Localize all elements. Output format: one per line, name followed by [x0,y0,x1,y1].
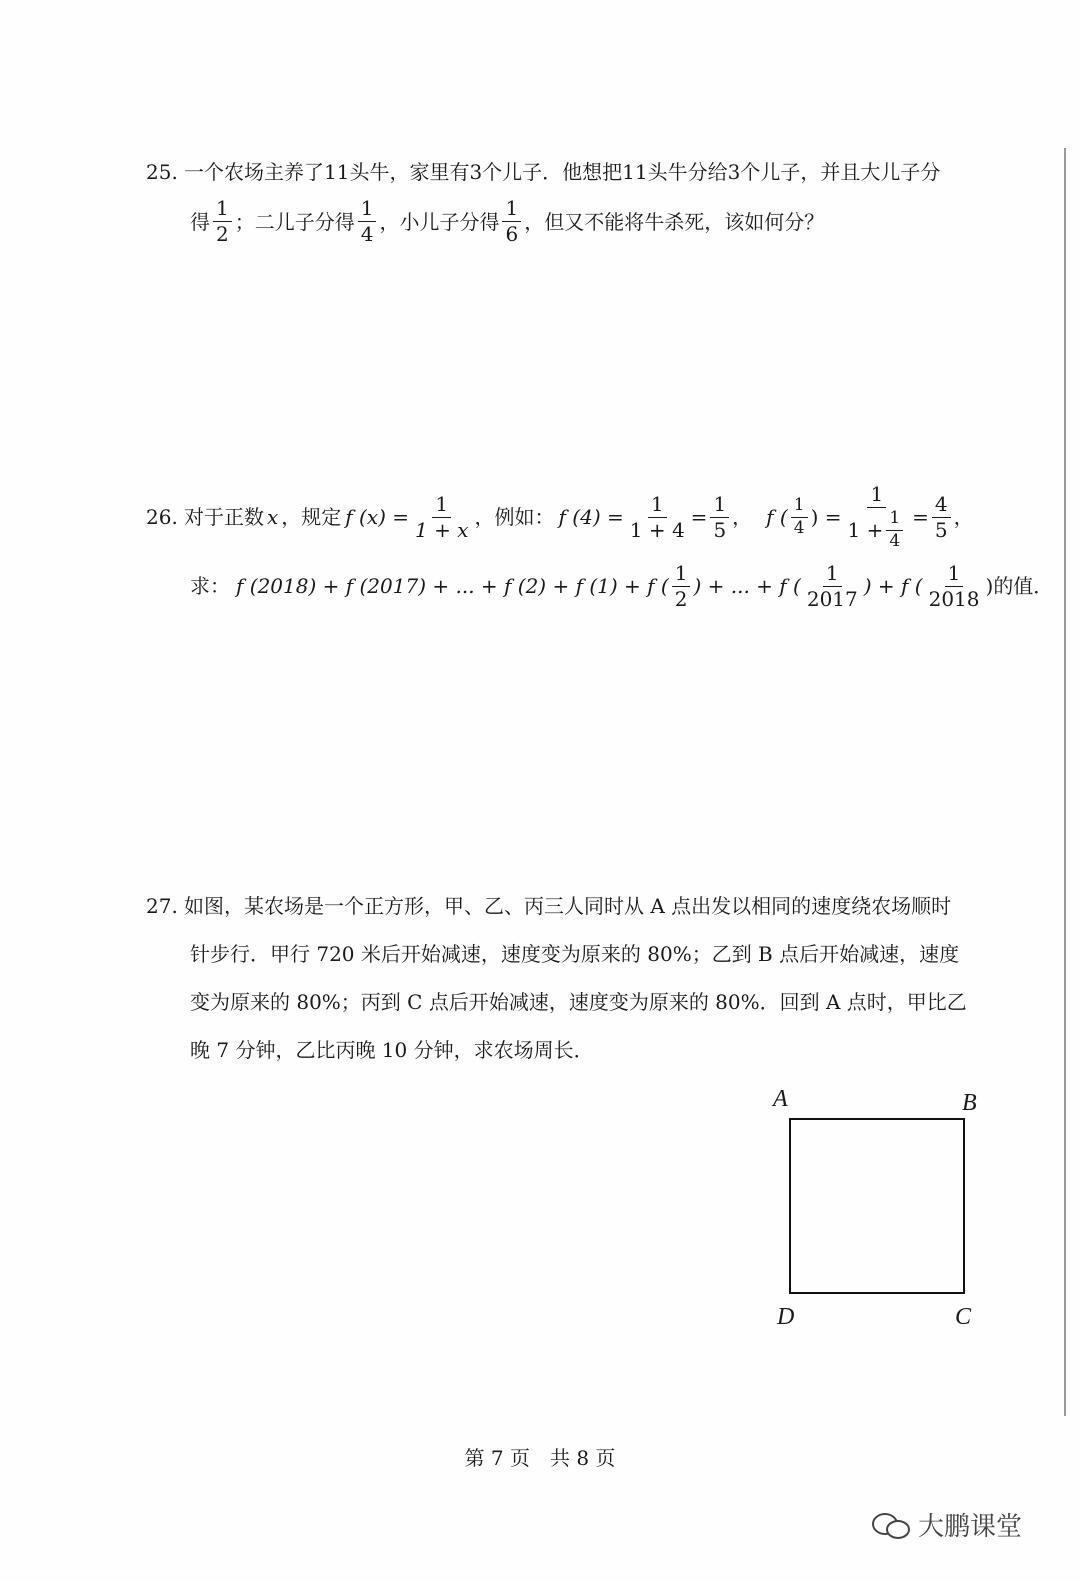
sum-expression: ) + f ( [863,574,923,599]
fraction-sixth: $\frac{1}{6}$ [502,198,521,245]
vertex-label-c: C [955,1304,972,1330]
problem-26 [146,482,1054,611]
problem-25 [146,156,996,245]
problem-text: 针步行．甲行 720 米后开始减速，速度变为原来的 80%；乙到 B 点后开始减速，速度 [190,942,960,966]
chat-bubble-icon [872,1511,912,1539]
example-2-close: ) = [810,505,842,530]
fraction-half: $\frac{1}{2}$ [213,198,232,245]
problem-number: 27. [146,894,178,918]
example-2-fraction: 1 1 + $\frac{1}{4}$ [844,484,909,551]
sum-expression: ) [985,574,994,599]
problem-text: ，例如： [474,505,555,530]
vertex-label-d: D [777,1304,795,1330]
problem-text: ；二儿子分得 [234,209,355,234]
problem-text: ，规定 [281,505,342,530]
problem-text: 变为原来的 80%；丙到 C 点后开始减速，速度变为原来的 80%．回到 A 点时，甲比乙 [190,990,967,1014]
formula-lhs: f (x) = [345,505,410,530]
problem-text: 一个农场主养了11头牛，家里有3个儿子．他想把11头牛分给3个儿子，并且大儿子分 [184,160,941,184]
problem-text: 如图，某农场是一个正方形，甲、乙、丙三人同时从 A 点出发以相同的速度绕农场顺时 [184,894,952,918]
example-1-result: $\frac{1}{5}$ [710,494,729,541]
problem-number: 26. [146,505,178,530]
problem-27 [146,882,996,1074]
comma: ， [732,505,753,530]
page-footer: 第 7 页 共 8 页 [464,1446,616,1470]
example-2-f: f ( [766,505,788,530]
example-2-input: $\frac{1}{4}$ [791,497,808,538]
comma: ， [953,505,974,530]
sum-fraction-2018: $\frac{1}{2018}$ [928,560,980,611]
equals-sign: = [690,505,708,530]
margin-line [1064,148,1066,1416]
watermark-text: 大鹏课堂 [918,1512,1023,1542]
example-1-fraction: $\frac{1}{1 + 4}$ [629,491,685,542]
vertex-label-a: A [773,1086,788,1112]
problem-text: 求： [190,574,230,599]
problem-text: 晚 7 分钟，乙比丙晚 10 分钟，求农场周长． [190,1038,594,1062]
example-1-lhs: f (4) = [558,505,624,530]
sum-expression: f (2018) + f (2017) + ... + f (2) + f (1) + f ( [236,574,669,599]
variable-x: x [267,505,279,530]
square-figure [789,1118,965,1294]
problem-text: 的值． [993,574,1054,599]
problem-text: 对于正数 [184,505,264,530]
formula-fraction: $\frac{1}{1 + x}$ [415,491,469,542]
problem-text: 得 [190,209,210,234]
problem-text: ，小儿子分得 [379,209,500,234]
sum-fraction-half: $\frac{1}{2}$ [672,563,691,610]
watermark [872,1506,1022,1543]
problem-number: 25. [146,160,178,184]
problem-text: ，但又不能将牛杀死，该如何分？ [524,209,825,234]
example-2-result: $\frac{4}{5}$ [932,494,951,541]
sum-fraction-2017: $\frac{1}{2017}$ [806,560,858,611]
equals-sign: = [912,505,929,530]
nested-fraction: $\frac{1}{4}$ [886,510,903,551]
fraction-quarter: $\frac{1}{4}$ [358,198,377,245]
vertex-label-b: B [962,1090,977,1116]
sum-expression: ) + ... + f ( [693,574,801,599]
